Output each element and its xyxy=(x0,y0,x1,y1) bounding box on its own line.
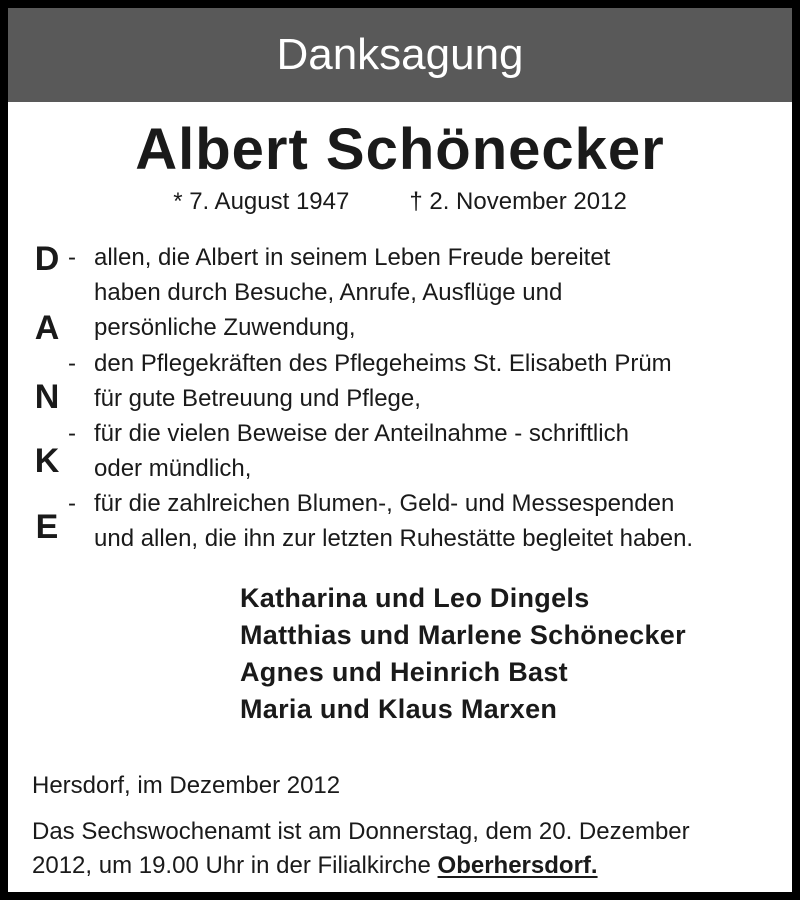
danke-letter: E xyxy=(35,508,59,546)
mass-notice-line-2 xyxy=(32,852,598,880)
death-date: † 2. November 2012 xyxy=(409,188,627,215)
signature-line: Katharina und Leo Dingels xyxy=(240,583,590,613)
thanks-line: und allen, die ihn zur letzten Ruhestätte begleitet haben. xyxy=(94,525,694,552)
thanks-line: für die vielen Beweise der Anteilnahme - schriftlich xyxy=(94,420,629,447)
life-dates xyxy=(8,188,792,216)
danke-letter: K xyxy=(34,442,60,480)
signature-line: Maria und Klaus Marxen xyxy=(240,694,558,724)
header-banner: Danksagung xyxy=(8,8,792,102)
danke-letter: N xyxy=(34,378,60,416)
thanks-line: den Pflegekräften des Pflegeheims St. Elisabeth Prüm xyxy=(94,350,672,377)
danke-letter: D xyxy=(34,240,60,278)
place-date: Hersdorf, im Dezember 2012 xyxy=(32,772,341,799)
danke-letter: A xyxy=(34,309,60,347)
mass-notice-line-1: Das Sechswochenamt ist am Donnerstag, dem 20. Dezember xyxy=(32,818,690,845)
bullet-dash: - xyxy=(68,350,76,377)
mass-notice-text: 2012, um 19.00 Uhr in der Filialkirche xyxy=(32,852,438,879)
thanks-line: haben durch Besuche, Anrufe, Ausflüge und xyxy=(94,279,563,306)
thanks-line: allen, die Albert in seinem Leben Freude bereitet xyxy=(94,244,611,271)
deceased-name: Albert Schönecker xyxy=(135,117,665,182)
thanks-line: für die zahlreichen Blumen-, Geld- und Messespenden xyxy=(94,490,675,517)
birth-date: * 7. August 1947 xyxy=(173,188,350,215)
church-location: Oberhersdorf. xyxy=(437,852,598,879)
thanks-line: oder mündlich, xyxy=(94,455,252,482)
signature-line: Matthias und Marlene Schönecker xyxy=(240,620,686,650)
thanks-line: persönliche Zuwendung, xyxy=(94,314,356,341)
thanks-line: für gute Betreuung und Pflege, xyxy=(94,385,421,412)
obituary-card xyxy=(8,8,792,892)
bullet-dash: - xyxy=(68,490,76,517)
signature-line: Agnes und Heinrich Bast xyxy=(240,657,568,687)
bullet-dash: - xyxy=(68,420,76,447)
bullet-dash: - xyxy=(68,244,76,271)
